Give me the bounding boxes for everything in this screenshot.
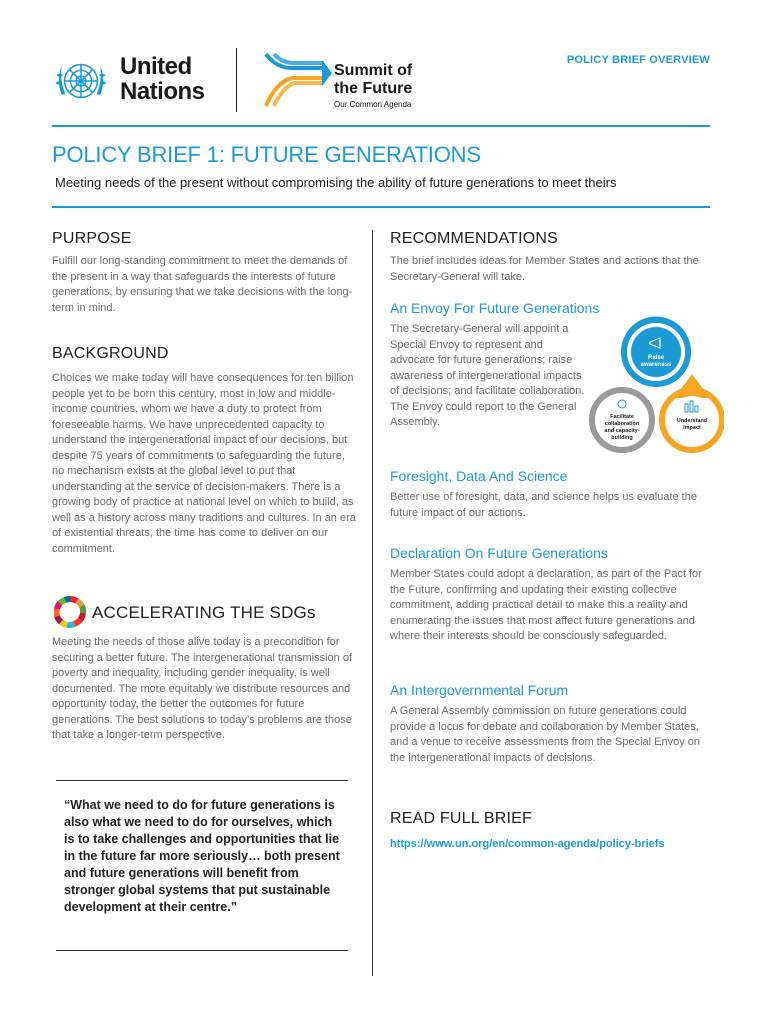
raise-line1: Raise [647,355,665,361]
recommendation-item [390,468,712,521]
recommendation-title: An Intergovernmental Forum [390,682,569,698]
purpose-heading: PURPOSE [52,230,132,247]
read-full-heading: READ FULL BRIEF [390,810,532,827]
purpose-section [52,230,357,316]
pull-quote: “What we need to do for future generations is also what we need to do for ourselves, which is to take challenges and opportunities that lie in the future far more seriously… both present and future generations will benefit from stronger global systems that put sustainable development at their centre.” [64,798,340,914]
header-divider [236,48,237,112]
recommendation-title: Declaration On Future Generations [390,545,608,561]
purpose-text: Fulfill our long-standing commitment to meet the demands of the present in a way that safeguards the interests of future generations, by ensuring that we take decisions with the long-term in mind. [52,255,353,314]
recommendations-intro: The brief includes ideas for Member States and actions that the Secretary-General will take. [390,255,699,283]
recommendations-section [390,230,712,285]
recommendation-text: Better use of foresight, data, and science helps us evaluate the future impact of our actions. [390,491,697,519]
summit-subtitle: Our Common Agenda [334,100,412,109]
raise-awareness-node [624,319,688,384]
facilitate-line1: Facilitate [610,414,634,420]
un-emblem-logo [52,52,110,110]
quote-rule-bottom [56,950,348,951]
recommendation-text: A General Assembly commission on future generations could provide a locus for debate and collaboration by Member States, and a venue to receive assessments from the Special Envoy on the intergenerational impacts of decisions. [390,705,701,764]
quote-rule-top [56,780,348,781]
org-name-line2: Nations [120,78,205,105]
facilitate-collaboration-node [592,390,652,450]
read-full-section [390,810,712,850]
summit-line2: the Future [334,80,413,97]
raise-line2: awareness [640,362,672,368]
sdgs-heading-wrap [92,603,316,623]
sdgs-text: Meeting the needs of those alive today is a precondition for securing a better future. The intergenerational transmission of poverty and inequality, including gender inequality, is well documented. The more equitably we distribute resources and opportunity today, the better the outcomes for future generations. The best solutions to today’s problems are those that take a longer-term perspective. [52,636,353,741]
summit-line1: Summit of [334,62,413,79]
recommendation-item [390,545,712,645]
sdgs-section [52,635,357,744]
recommendation-text: The Secretary-General will appoint a Special Envoy to represent and advocate for future generations; raise awareness of intergenerational impacts of decisions; and facilitate collaboration. The Envoy could report to the General Assembly. [390,323,585,428]
facilitate-line4: building [611,435,633,441]
understand-line1: Understand [676,418,708,424]
sdg-wheel-icon [54,596,86,628]
facilitate-line2: collaboration [604,421,640,427]
page-subtitle: Meeting needs of the present without compromising the ability of future generations to meet theirs [55,175,617,190]
recommendation-item [390,682,712,766]
un-wordmark [120,54,205,104]
summit-arrows-logo [262,48,332,112]
recommendation-text: Member States could adopt a declaration, as part of the Pact for the Future, confirming and updating their existing collective commitment, adding practical detail to make this a reality and enumerating the issues that most affect future generations and where their interests should be consciously safeguarded. [390,568,702,642]
facilitate-line3: and capacity- [604,428,640,434]
envoy-roles-diagram [588,308,724,468]
summit-wordmark [334,62,412,98]
policy-briefs-link[interactable]: https://www.un.org/en/common-agenda/policy-briefs [390,838,665,850]
recommendation-title: Foresight, Data And Science [390,468,568,484]
understand-impact-node [662,374,722,450]
background-heading: BACKGROUND [52,345,169,362]
recommendations-heading: RECOMMENDATIONS [390,230,559,247]
recommendation-title: An Envoy For Future Generations [390,300,600,316]
policy-brief-overview-label: POLICY BRIEF OVERVIEW [566,54,710,66]
title-rule [52,206,710,208]
background-text: Choices we make today will have consequences for ten billion people yet to be born this century, most in low and middle-income countries, whom we have a duty to protect from foreseeable harms. We have unprecedented capacity to understand the intergenerational impact of our decisions, but despite 75 years of commitments to safeguarding the future, no mechanism exists at the global level to put that understanding at the service of decision-makers. There is a growing body of practice at national level on which to build, as well as a history across many traditions and cultures. In an era of existential threats, the time has come to deliver on our commitment. [52,372,356,555]
org-name-line1: United [120,53,192,80]
page-title: POLICY BRIEF 1: FUTURE GENERATIONS [52,142,481,167]
understand-line2: impact [683,425,701,431]
sdgs-heading: ACCELERATING THE SDGs [92,603,316,622]
header-rule [52,125,710,127]
recommendation-item [390,300,600,431]
background-section [52,345,357,557]
column-divider [372,230,373,976]
